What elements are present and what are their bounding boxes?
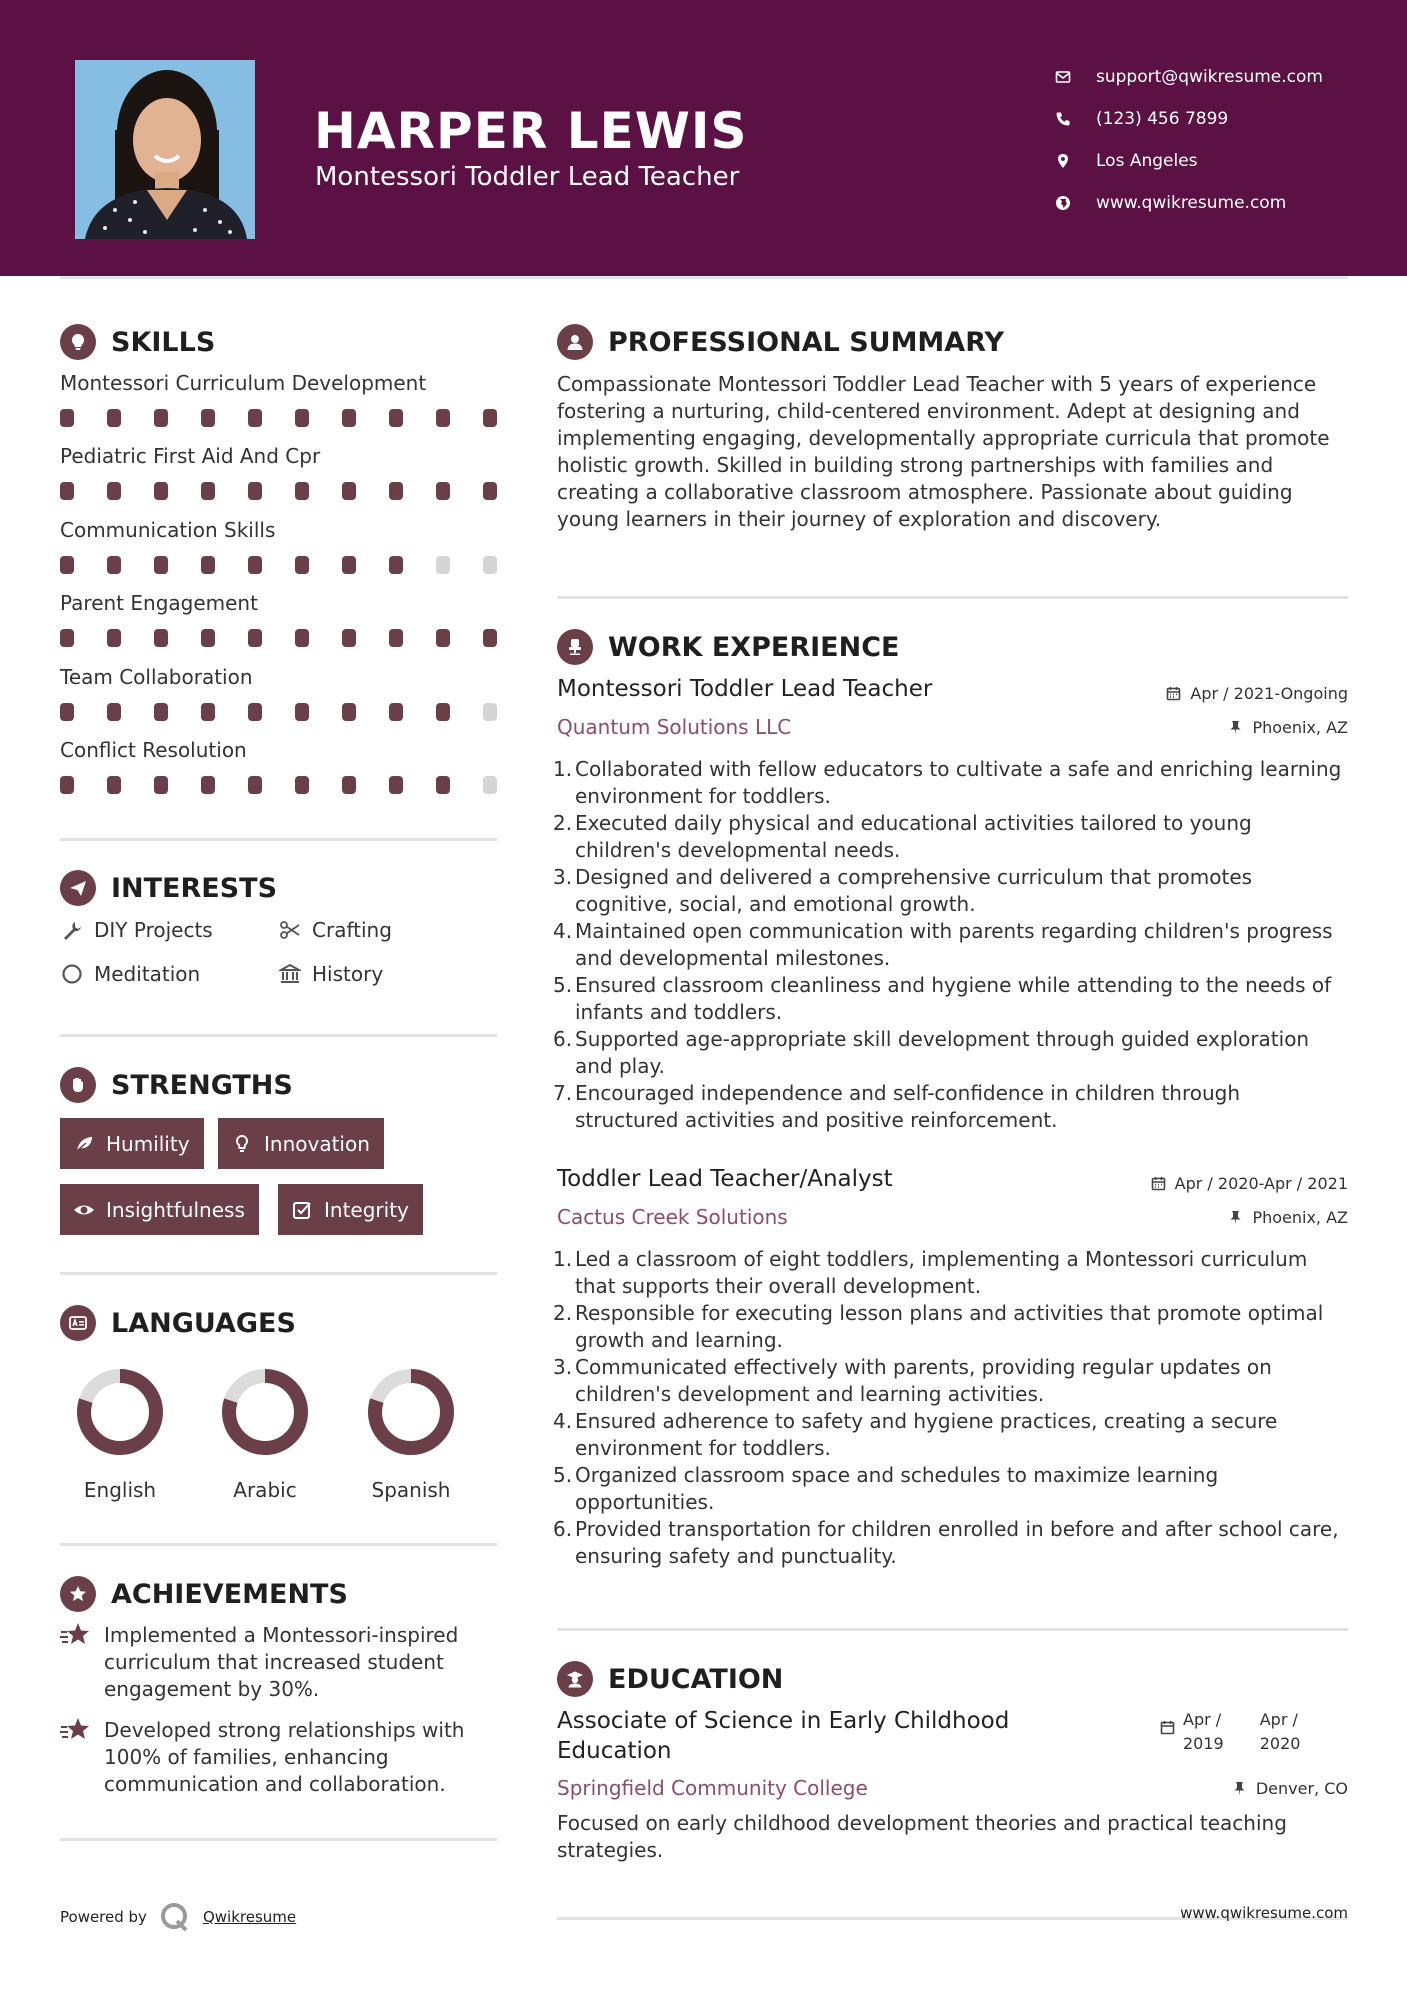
- skill-name: Pediatric First Aid And Cpr: [60, 444, 321, 469]
- bullet-number: 2.: [553, 811, 573, 835]
- contact-info: [1054, 56, 1394, 224]
- degree-title-line: Education: [557, 1738, 672, 1764]
- envelope-icon: [1054, 68, 1072, 86]
- skill-level-dot: [483, 409, 497, 427]
- summary-heading-text: PROFESSIONAL SUMMARY: [608, 326, 1005, 358]
- strength-label: Innovation: [264, 1131, 370, 1156]
- education-end: [1260, 1708, 1301, 1756]
- skill-name: Communication Skills: [60, 517, 276, 542]
- skill-level-dot: [389, 409, 403, 427]
- interest-item: [278, 918, 392, 942]
- language-item: [346, 1368, 476, 1502]
- job-bullet: [553, 918, 1348, 972]
- section-divider: [60, 1272, 497, 1275]
- education-dates: [1160, 1708, 1300, 1756]
- bullet-number: 5.: [553, 1463, 573, 1487]
- job-title: Montessori Toddler Lead Teacher: [557, 676, 933, 702]
- skill-level-dot: [483, 482, 497, 500]
- skill-level-dot: [389, 629, 403, 647]
- qwikresume-logo-icon: [159, 1901, 191, 1933]
- skill-level-dot: [342, 703, 356, 721]
- bullet-text: Communicated effectively with parents, providing regular updates on children's development and learning activities.: [575, 1355, 1272, 1406]
- skill-level-dot: [60, 629, 74, 647]
- raised-fist-icon: [60, 1067, 96, 1103]
- skill-level-dot: [295, 776, 309, 794]
- skill-level-dot: [248, 556, 262, 574]
- language-proficiency-ring: [76, 1368, 164, 1456]
- interest-label: History: [312, 962, 384, 986]
- star-icon: [60, 1622, 94, 1650]
- job-dates-text: Apr / 2020-Apr / 2021: [1174, 1174, 1348, 1193]
- languages-heading-text: LANGUAGES: [111, 1307, 296, 1339]
- skill-level-dot: [342, 556, 356, 574]
- experience-heading-text: WORK EXPERIENCE: [608, 631, 900, 663]
- skill-level-dot: [389, 776, 403, 794]
- calendar-icon: [1160, 1708, 1183, 1756]
- skills-heading-text: SKILLS: [111, 326, 216, 358]
- museum-icon: [278, 962, 302, 986]
- skill-level-dot: [154, 409, 168, 427]
- language-name: Spanish: [371, 1478, 451, 1502]
- section-divider: [60, 1838, 497, 1841]
- skill-level-dot: [154, 703, 168, 721]
- interest-label: DIY Projects: [94, 918, 213, 942]
- education-location: [1232, 1779, 1348, 1798]
- skill-level-dot: [436, 482, 450, 500]
- graduate-icon: [557, 1661, 593, 1697]
- job-location: [1228, 718, 1348, 737]
- achievement-item: [60, 1622, 500, 1703]
- bullet-number: 3.: [553, 1355, 573, 1379]
- skill-level-dot: [436, 409, 450, 427]
- company-name: Cactus Creek Solutions: [557, 1205, 788, 1229]
- education-start-year: 2019: [1183, 1734, 1224, 1753]
- strength-tag: [60, 1118, 204, 1169]
- strength-tag: [218, 1118, 384, 1169]
- job-bullets: [553, 756, 1348, 1134]
- language-proficiency-ring: [367, 1368, 455, 1456]
- bullet-number: 5.: [553, 973, 573, 997]
- school-name: Springfield Community College: [557, 1776, 868, 1800]
- language-card-icon: [60, 1305, 96, 1341]
- skill-level-dot: [389, 482, 403, 500]
- job-bullet: [553, 1408, 1348, 1462]
- job-bullet: [553, 1080, 1348, 1134]
- wrench-icon: [60, 918, 84, 942]
- languages-heading: [60, 1305, 296, 1341]
- skill-level-dot: [154, 482, 168, 500]
- skill-level-dot: [107, 409, 121, 427]
- bullet-number: 3.: [553, 865, 573, 889]
- strength-label: Insightfulness: [106, 1197, 245, 1222]
- summary-text: Compassionate Montessori Toddler Lead Teacher with 5 years of experience fostering a nurturing, child-centered environment. Adept at designing and implementing engaging, developmentally appropriate curricula that promote holistic growth. Skilled in building strong partnerships with families and creating a collaborative classroom atmosphere. Passionate about guiding young learners in their journey of exploration and discovery.: [557, 372, 1330, 531]
- interest-item: [60, 962, 200, 986]
- strength-label: Humility: [106, 1131, 190, 1156]
- bullet-text: Provided transportation for children enrolled in before and after school care, ensuring safety and punctuality.: [575, 1517, 1339, 1568]
- interest-item: [278, 962, 383, 986]
- footer-website[interactable]: www.qwikresume.com: [1180, 1904, 1348, 1922]
- calendar-icon: [1166, 686, 1182, 702]
- calendar-icon: [1151, 1176, 1167, 1192]
- checkbox-icon: [290, 1198, 314, 1222]
- strengths-heading: [60, 1067, 293, 1103]
- bullet-number: 6.: [553, 1027, 573, 1051]
- interest-label: Meditation: [94, 962, 201, 986]
- profile-photo: [75, 60, 255, 239]
- education-start-month: Apr /: [1183, 1710, 1222, 1729]
- achievement-text: Implemented a Montessori-inspired curriculum that increased student engagement by 30%.: [104, 1623, 459, 1701]
- powered-by: [60, 1901, 296, 1933]
- skill-level-dots: [60, 629, 500, 647]
- header-divider: [60, 276, 1348, 279]
- skill-level-dot: [248, 703, 262, 721]
- interests-heading-text: INTERESTS: [111, 872, 278, 904]
- language-name: English: [83, 1478, 157, 1502]
- section-divider: [557, 596, 1348, 599]
- company-name: Quantum Solutions LLC: [557, 715, 792, 739]
- skill-level-dot: [295, 409, 309, 427]
- language-proficiency-ring: [221, 1368, 309, 1456]
- eye-icon: [72, 1198, 96, 1222]
- bullet-number: 1.: [553, 1247, 573, 1271]
- job-dates-text: Apr / 2021-Ongoing: [1190, 684, 1348, 703]
- skill-level-dot: [60, 776, 74, 794]
- summary-heading: [557, 324, 1004, 360]
- skill-level-dot: [107, 482, 121, 500]
- bullet-text: Maintained open communication with parents regarding children's progress and developmental milestones.: [575, 919, 1333, 970]
- bullet-text: Ensured adherence to safety and hygiene practices, creating a secure environment for toddlers.: [575, 1409, 1278, 1460]
- lightbulb-icon: [60, 324, 96, 360]
- skill-level-dot: [295, 629, 309, 647]
- job-bullets: [553, 1246, 1348, 1570]
- job-bullet: [553, 1300, 1348, 1354]
- skill-level-dot: [154, 629, 168, 647]
- interests-heading: [60, 870, 277, 906]
- skill-level-dot: [436, 629, 450, 647]
- resume-header: [0, 0, 1407, 276]
- achievements-heading-text: ACHIEVEMENTS: [111, 1578, 348, 1610]
- skill-level-dot: [295, 482, 309, 500]
- skill-level-dot: [483, 703, 497, 721]
- degree-title: [557, 1706, 1009, 1766]
- achievement-text: Developed strong relationships with 100% of families, enhancing communication and collaboration.: [104, 1718, 465, 1796]
- job-bullet: [553, 1516, 1348, 1570]
- skill-level-dot: [201, 703, 215, 721]
- bullet-text: Encouraged independence and self-confidence in children through structured activities and positive reinforcement.: [575, 1081, 1241, 1132]
- contact-phone-text: (123) 456 7899: [1096, 109, 1229, 129]
- job-dates: [1151, 1174, 1348, 1193]
- skill-level-dot: [201, 482, 215, 500]
- skill-level-dot: [154, 556, 168, 574]
- education-start: [1183, 1708, 1224, 1756]
- bullet-text: Led a classroom of eight toddlers, implementing a Montessori curriculum that supports their overall development.: [575, 1247, 1308, 1298]
- skill-name: Parent Engagement: [60, 591, 258, 616]
- skill-level-dot: [342, 776, 356, 794]
- candidate-name: HARPER LEWIS: [314, 102, 748, 160]
- education-heading-text: EDUCATION: [608, 1663, 784, 1695]
- phone-icon: [1054, 110, 1072, 128]
- globe-icon: [1054, 194, 1072, 212]
- bullet-number: 4.: [553, 919, 573, 943]
- bullet-number: 6.: [553, 1517, 573, 1541]
- skill-name: Conflict Resolution: [60, 738, 247, 762]
- skill-level-dot: [248, 482, 262, 500]
- skill-level-dot: [436, 703, 450, 721]
- bullet-text: Designed and delivered a comprehensive curriculum that promotes cognitive, social, and emotional growth.: [575, 865, 1253, 916]
- skill-level-dot: [295, 703, 309, 721]
- scissors-icon: [278, 918, 302, 942]
- circle-icon: [60, 962, 84, 986]
- pushpin-icon: [1232, 1781, 1248, 1797]
- strengths-heading-text: STRENGTHS: [111, 1069, 293, 1101]
- language-item: [55, 1368, 185, 1502]
- bullet-number: 2.: [553, 1301, 573, 1325]
- skill-level-dot: [248, 629, 262, 647]
- skill-level-dot: [483, 776, 497, 794]
- skill-level-dots: [60, 776, 500, 794]
- skill-level-dot: [201, 556, 215, 574]
- bullet-number: 1.: [553, 757, 573, 781]
- skill-level-dots: [60, 482, 500, 500]
- section-divider: [60, 838, 497, 841]
- powered-by-text: Powered by: [60, 1908, 147, 1926]
- job-bullet: [553, 1026, 1348, 1080]
- office-chair-icon: [557, 629, 593, 665]
- section-divider: [60, 1543, 497, 1546]
- job-bullet: [553, 1354, 1348, 1408]
- bullet-number: 7.: [553, 1081, 573, 1105]
- education-description: Focused on early childhood development theories and practical teaching strategies.: [557, 1811, 1287, 1862]
- job-bullet: [553, 972, 1348, 1026]
- skill-level-dot: [60, 556, 74, 574]
- user-icon: [557, 324, 593, 360]
- map-pin-icon: [1054, 152, 1072, 170]
- lightbulb-icon: [230, 1132, 254, 1156]
- contact-location-text: Los Angeles: [1096, 151, 1198, 171]
- bullet-text: Organized classroom space and schedules to maximize learning opportunities.: [575, 1463, 1219, 1514]
- skill-level-dot: [342, 409, 356, 427]
- skill-level-dot: [107, 556, 121, 574]
- pushpin-icon: [1228, 720, 1244, 736]
- skill-name: Team Collaboration: [60, 664, 253, 689]
- skill-level-dots: [60, 703, 500, 721]
- job-location-text: Phoenix, AZ: [1252, 1208, 1348, 1227]
- strength-tag: [278, 1184, 423, 1235]
- skill-level-dot: [60, 482, 74, 500]
- skill-level-dot: [60, 409, 74, 427]
- skill-level-dot: [483, 556, 497, 574]
- education-end-month: Apr /: [1259, 1710, 1298, 1729]
- education-location-text: Denver, CO: [1255, 1779, 1348, 1798]
- job-location-text: Phoenix, AZ: [1252, 718, 1348, 737]
- strength-tag: [60, 1184, 259, 1235]
- education-heading: [557, 1661, 783, 1697]
- strength-label: Integrity: [324, 1197, 409, 1222]
- bullet-text: Ensured classroom cleanliness and hygiene while attending to the needs of infants and toddlers.: [575, 973, 1332, 1024]
- skill-level-dot: [154, 776, 168, 794]
- contact-location: [1054, 140, 1394, 182]
- bullet-text: Responsible for executing lesson plans and activities that promote optimal growth and learning.: [575, 1301, 1324, 1352]
- skills-heading: [60, 324, 215, 360]
- leaf-icon: [72, 1132, 96, 1156]
- skill-level-dot: [389, 556, 403, 574]
- skill-name: Montessori Curriculum Development: [60, 371, 427, 395]
- skill-level-dot: [342, 629, 356, 647]
- job-bullet: [553, 1246, 1348, 1300]
- skill-level-dot: [436, 776, 450, 794]
- job-location: [1228, 1208, 1348, 1227]
- job-bullet: [553, 756, 1348, 810]
- education-end-year: 2020: [1259, 1734, 1301, 1753]
- skill-level-dot: [201, 629, 215, 647]
- skill-level-dot: [107, 629, 121, 647]
- skill-level-dot: [248, 776, 262, 794]
- interest-label: Crafting: [312, 918, 392, 942]
- paper-plane-icon: [60, 870, 96, 906]
- bullet-text: Executed daily physical and educational activities tailored to young children's developmental needs.: [575, 811, 1252, 862]
- degree-title-line: Associate of Science in Early Childhood: [557, 1708, 1010, 1734]
- job-bullet: [553, 810, 1348, 864]
- skill-level-dots: [60, 409, 500, 427]
- skill-level-dot: [295, 556, 309, 574]
- skill-level-dot: [483, 629, 497, 647]
- achievement-item: [60, 1717, 500, 1798]
- profile-photo-image: [75, 60, 255, 239]
- section-divider: [557, 1628, 1348, 1631]
- skill-level-dot: [107, 703, 121, 721]
- interest-item: [60, 918, 213, 942]
- section-divider: [60, 1034, 497, 1037]
- job-dates: [1166, 684, 1348, 703]
- contact-email-text: support@qwikresume.com: [1096, 67, 1323, 87]
- skill-level-dot: [60, 703, 74, 721]
- job-bullet: [553, 864, 1348, 918]
- star-icon: [60, 1717, 94, 1745]
- job-title: Toddler Lead Teacher/Analyst: [557, 1166, 893, 1192]
- skill-level-dot: [201, 409, 215, 427]
- contact-website-text: www.qwikresume.com: [1096, 193, 1287, 213]
- bullet-number: 4.: [553, 1409, 573, 1433]
- job-bullet: [553, 1462, 1348, 1516]
- contact-phone[interactable]: [1054, 98, 1394, 140]
- skill-level-dots: [60, 556, 500, 574]
- achievements-heading: [60, 1576, 348, 1612]
- skill-level-dot: [201, 776, 215, 794]
- pushpin-icon: [1228, 1210, 1244, 1226]
- contact-website[interactable]: [1054, 182, 1394, 224]
- skill-level-dot: [248, 409, 262, 427]
- skill-level-dot: [107, 776, 121, 794]
- language-name: Arabic: [233, 1478, 297, 1502]
- skill-level-dot: [389, 703, 403, 721]
- qwikresume-link[interactable]: Qwikresume: [202, 1908, 297, 1926]
- contact-email[interactable]: [1054, 56, 1394, 98]
- skill-level-dot: [436, 556, 450, 574]
- language-item: [200, 1368, 330, 1502]
- bullet-text: Collaborated with fellow educators to cultivate a safe and enriching learning environment for toddlers.: [575, 757, 1342, 808]
- experience-heading: [557, 629, 899, 665]
- star-badge-icon: [60, 1576, 96, 1612]
- skill-level-dot: [342, 482, 356, 500]
- bullet-text: Supported age-appropriate skill development through guided exploration and play.: [575, 1027, 1310, 1078]
- candidate-title: Montessori Toddler Lead Teacher: [315, 162, 740, 192]
